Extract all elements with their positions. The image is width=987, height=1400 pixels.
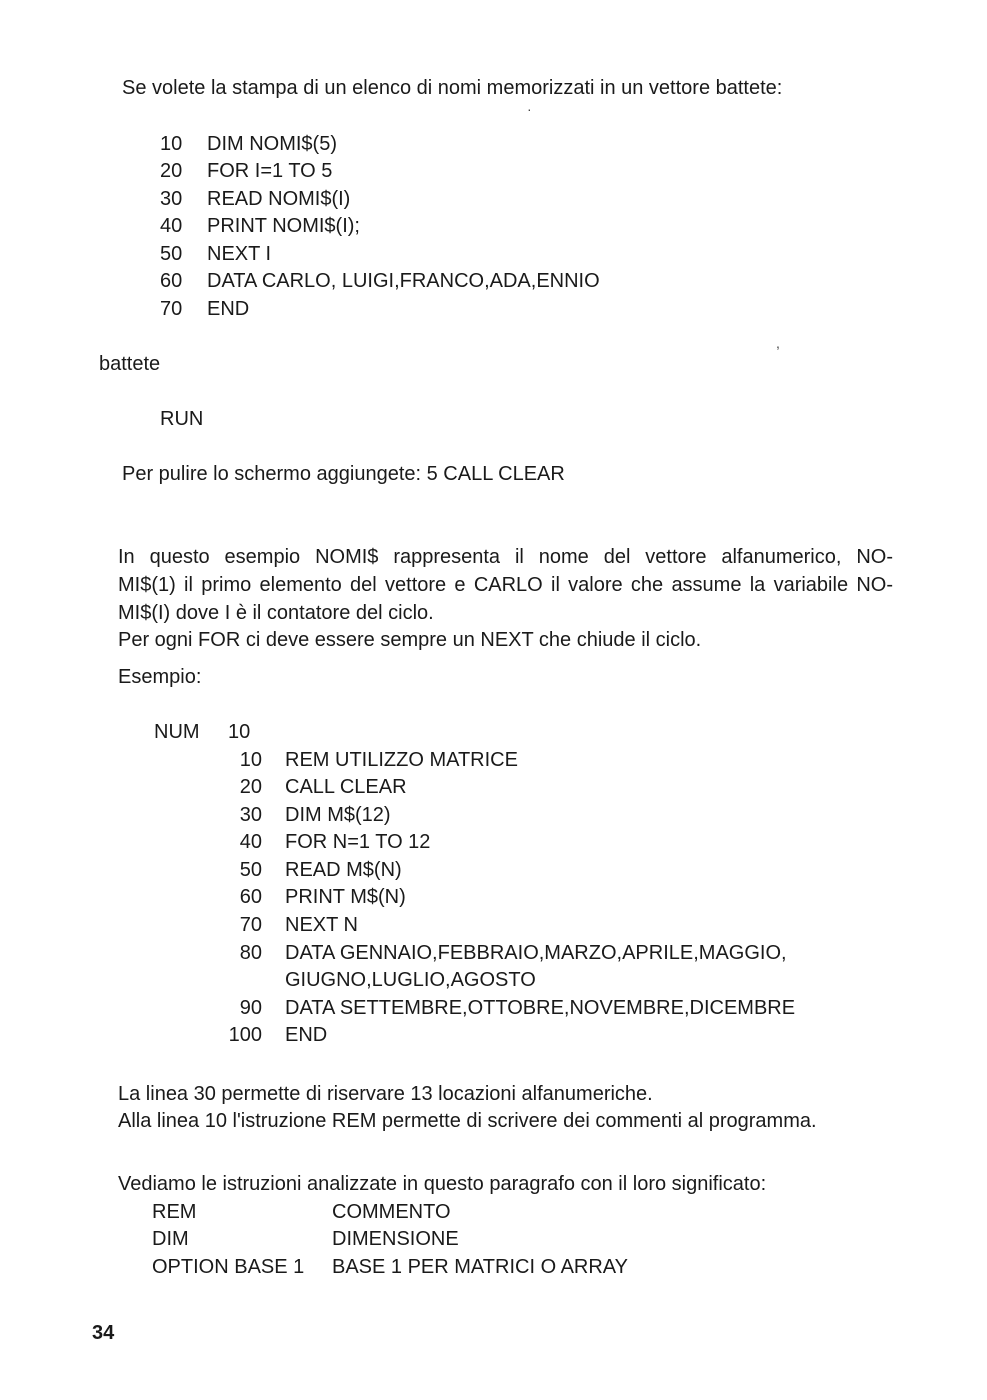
note-line-30: La linea 30 permette di riservare 13 locazioni alfanumeriche. (118, 1083, 653, 1105)
scan-speck: · (527, 101, 532, 117)
line-number: 10 (160, 133, 183, 155)
code-text: END (285, 1024, 328, 1046)
code-text: END (207, 298, 250, 320)
run-command: RUN (160, 408, 204, 430)
page-number: 34 (92, 1322, 115, 1344)
line-number: 30 (160, 188, 183, 210)
code-line (220, 995, 795, 1023)
code-line (220, 802, 391, 830)
code-text: DIM M$(12) (285, 804, 391, 826)
clear-hint: Per pulire lo schermo aggiungete: 5 CALL CLEAR (122, 463, 565, 485)
code-line (160, 213, 360, 241)
code-text: PRINT NOMI$(I); (207, 215, 360, 237)
line-number: 20 (239, 776, 262, 798)
code-text: DIM NOMI$(5) (207, 133, 337, 155)
instruction-meaning: DIMENSIONE (332, 1228, 459, 1250)
table-row (152, 1254, 628, 1282)
code-line (220, 884, 406, 912)
instruction-name: REM (152, 1201, 197, 1223)
code-text: NEXT I (207, 243, 272, 265)
code-line (160, 158, 332, 186)
intro-text: Se volete la stampa di un elenco di nomi memorizzati in un vettore battete: (122, 77, 783, 99)
for-next-text: Per ogni FOR ci deve essere sempre un NEXT che chiude il ciclo. (118, 629, 702, 651)
line-number: 90 (239, 997, 262, 1019)
code-line (220, 912, 358, 940)
line-number: 40 (239, 831, 262, 853)
code-text: CALL CLEAR (285, 776, 407, 798)
instruction-name: OPTION BASE 1 (152, 1256, 305, 1278)
instruction-meaning: COMMENTO (332, 1201, 451, 1223)
code-line (220, 829, 430, 857)
line-number: 70 (239, 914, 262, 936)
scan-speck: , (776, 335, 780, 351)
code-line (160, 186, 350, 214)
code-text: REM UTILIZZO MATRICE (285, 749, 518, 771)
line-number: 30 (239, 804, 262, 826)
code-text: NEXT N (285, 914, 358, 936)
code-line (160, 241, 271, 269)
code-text: DATA SETTEMBRE,OTTOBRE,NOVEMBRE,DICEMBRE (285, 997, 796, 1019)
table-row (152, 1199, 451, 1227)
code-line (220, 747, 518, 775)
line-number: 80 (239, 942, 262, 964)
code-text: FOR N=1 TO 12 (285, 831, 431, 853)
line-number: 20 (160, 160, 183, 182)
paragraph-line: MI$(I) dove I è il contatore del ciclo. (118, 602, 434, 624)
code-line (160, 131, 337, 159)
esempio-label: Esempio: (118, 666, 202, 688)
battete-label: battete (99, 353, 161, 375)
code-text: FOR I=1 TO 5 (207, 160, 333, 182)
instruction-meaning: BASE 1 PER MATRICI O ARRAY (332, 1256, 628, 1278)
num-label: NUM (154, 721, 200, 743)
line-number: 40 (160, 215, 183, 237)
line-number: 100 (228, 1024, 262, 1046)
paragraph-line: In questo esempio NOMI$ rappresenta il nome del vettore alfanumerico, NO- (118, 546, 893, 568)
code-line (160, 268, 600, 296)
instruction-name: DIM (152, 1228, 189, 1250)
code-line (220, 940, 787, 968)
num-value: 10 (228, 721, 251, 743)
code-text: PRINT M$(N) (285, 886, 406, 908)
code-line (220, 967, 536, 995)
paragraph-line: MI$(1) il primo elemento del vettore e CARLO il valore che assume la variabile NO- (118, 574, 893, 596)
note-line-10: Alla linea 10 l'istruzione REM permette di scrivere dei commenti al programma. (118, 1110, 817, 1132)
line-number: 50 (239, 859, 262, 881)
code-text: READ M$(N) (285, 859, 402, 881)
code-line (220, 857, 402, 885)
line-number: 60 (160, 270, 183, 292)
explanation-paragraph (118, 543, 893, 627)
line-number: 50 (160, 243, 183, 265)
code-text: GIUGNO,LUGLIO,AGOSTO (285, 969, 536, 991)
line-number: 10 (239, 749, 262, 771)
code-text: DATA CARLO, LUIGI,FRANCO,ADA,ENNIO (207, 270, 600, 292)
code-line (160, 296, 249, 324)
code-text: READ NOMI$(I) (207, 188, 351, 210)
summary-intro: Vediamo le istruzioni analizzate in questo paragrafo con il loro significato: (118, 1173, 767, 1195)
code-line (220, 1022, 327, 1050)
num-command (154, 719, 250, 747)
line-number: 60 (239, 886, 262, 908)
code-line (220, 774, 407, 802)
code-text: DATA GENNAIO,FEBBRAIO,MARZO,APRILE,MAGGIO, (285, 942, 787, 964)
table-row (152, 1226, 459, 1254)
line-number: 70 (160, 298, 183, 320)
